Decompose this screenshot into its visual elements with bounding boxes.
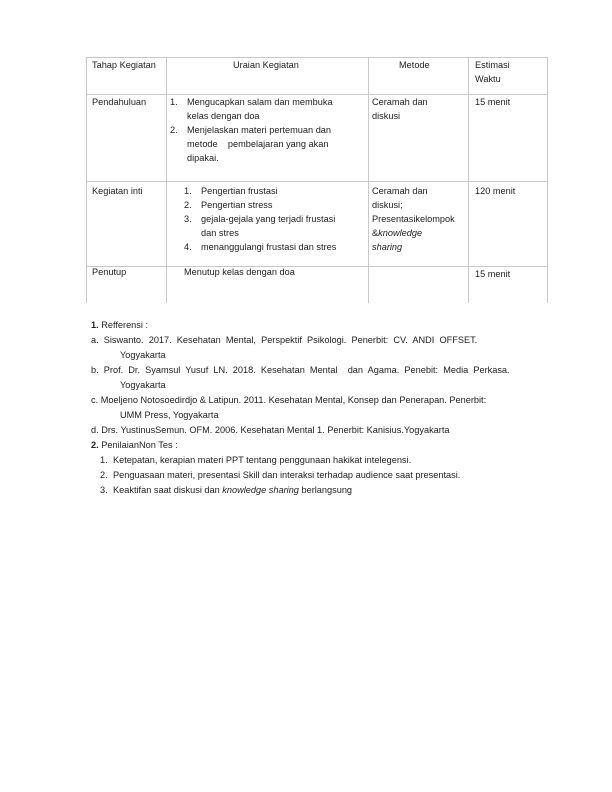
- header-estimasi-line1: Estimasi: [475, 60, 510, 70]
- header-estimasi-line2: Waktu: [475, 74, 501, 84]
- list-item: 3. Keaktifan saat diskusi dan knowledge sharing berlangsung: [100, 485, 353, 495]
- row-penutup-uraian: Menutup kelas dengan doa: [184, 267, 295, 277]
- references-heading: 1. Refferensi :: [91, 320, 149, 330]
- row-pendahuluan-metode: Ceramah dan diskusi: [372, 97, 428, 121]
- list-item: 2. Pengertian stress: [184, 200, 273, 210]
- reference-item-cont: UMM Press, Yogyakarta: [120, 410, 219, 420]
- reference-item: b. Prof. Dr. Syamsul Yusuf LN. 2018. Kesehatan Mental dan Agama. Penebit: Media Perkasa.: [91, 365, 510, 375]
- row-inti-tahap: Kegiatan inti: [92, 186, 143, 196]
- list-item: 1. Pengertian frustasi: [184, 186, 278, 196]
- reference-item-cont: Yogyakarta: [120, 350, 166, 360]
- table-col-divider: [547, 57, 548, 303]
- reference-item: d. Drs. YustinusSemun. OFM. 2006. Kesehatan Mental 1. Penerbit: Kanisius.Yogyakarta: [91, 425, 450, 435]
- table-col-divider: [86, 57, 87, 303]
- reference-item: c. Moeljeno Notosoedirdjo & Latipun. 2011. Kesehatan Mental, Konsep dan Penerapan. Penerbit:: [91, 395, 487, 405]
- header-estimasi: [475, 58, 510, 86]
- list-item: 1. Mengucapkan salam dan membuka kelas dengan doa: [170, 97, 333, 121]
- row-penutup-tahap: Penutup: [92, 267, 127, 277]
- reference-item: a. Siswanto. 2017. Kesehatan Mental, Perspektif Psikologi. Penerbit: CV. ANDI OFFSET.: [91, 335, 478, 345]
- header-metode: Metode: [399, 60, 430, 70]
- list-item: 2. Menjelaskan materi pertemuan dan metode pembelajaran yang akan dipakai.: [170, 125, 332, 163]
- references-section: [91, 318, 531, 498]
- row-inti-uraian: [184, 184, 364, 254]
- row-penutup-waktu: 15 menit: [475, 269, 511, 279]
- table-row-divider: [86, 181, 548, 182]
- table-col-divider: [468, 57, 469, 303]
- row-inti-waktu: 120 menit: [475, 186, 516, 196]
- row-pendahuluan-waktu: 15 menit: [475, 97, 511, 107]
- activity-table: [86, 57, 548, 303]
- row-inti-metode: Ceramah dan diskusi; Presentasikelompok &knowledge sharing: [372, 186, 455, 252]
- table-col-divider: [166, 57, 167, 303]
- assessment-heading: 2. PenilaianNon Tes :: [91, 440, 178, 450]
- table-col-divider: [368, 57, 369, 303]
- list-item: 1. Ketepatan, kerapian materi PPT tentang penggunaan hakikat intelegensi.: [100, 455, 412, 465]
- list-item: 4. menanggulangi frustasi dan stres: [184, 242, 337, 252]
- row-pendahuluan-tahap: Pendahuluan: [92, 97, 147, 107]
- header-tahap: Tahap Kegiatan: [92, 60, 156, 70]
- list-item: 2. Penguasaan materi, presentasi Skill dan interaksi terhadap audience saat presentasi.: [100, 470, 461, 480]
- reference-item-cont: Yogyakarta: [120, 380, 166, 390]
- header-uraian: Uraian Kegiatan: [233, 60, 299, 70]
- list-item: 3. gejala-gejala yang terjadi frustasi dan stres: [184, 214, 336, 238]
- assessment-list: [91, 453, 531, 498]
- row-pendahuluan-uraian: [170, 95, 362, 165]
